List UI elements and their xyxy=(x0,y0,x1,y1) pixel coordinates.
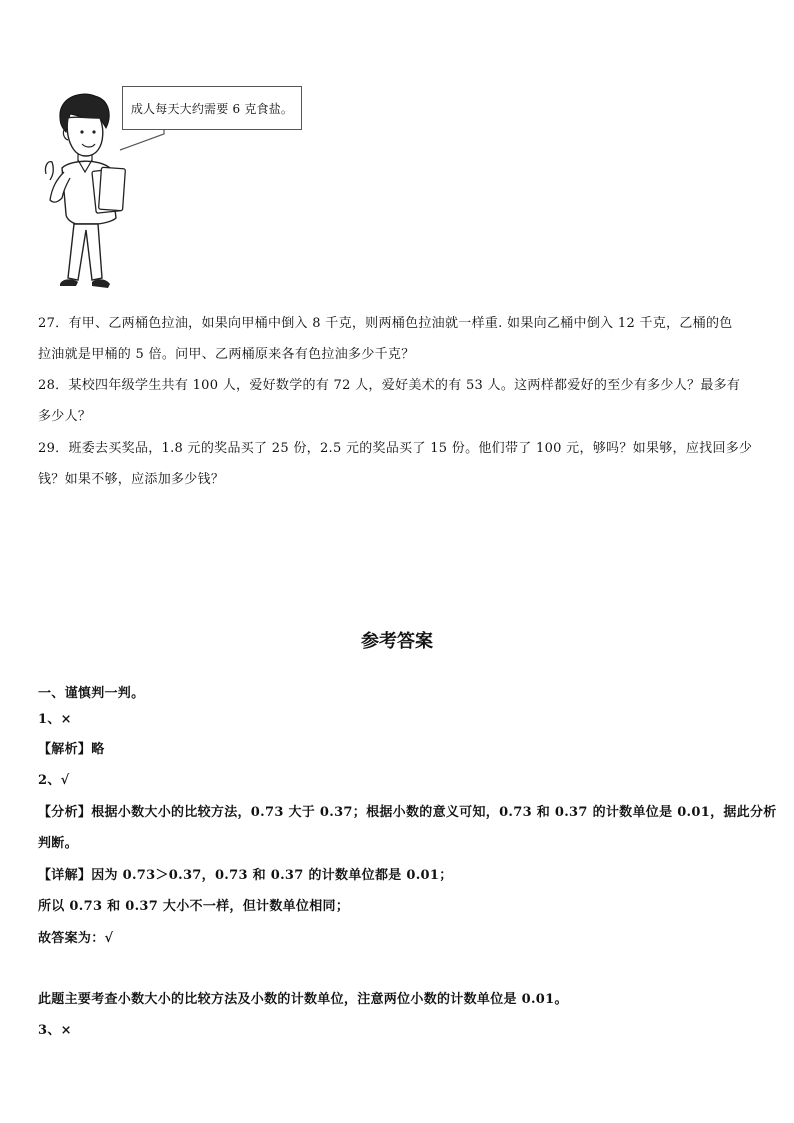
answer-1-analysis: 【解析】略 xyxy=(38,742,105,757)
answer-2-line3: 所以 0.73 和 0.37 大小不一样，但计数单位相同； xyxy=(38,899,350,914)
answer-2-detail: 【详解】因为 0.73＞0.37，0.73 和 0.37 的计数单位都是 0.01； xyxy=(38,868,453,883)
answer-2-fenxi-line2: 判断。 xyxy=(38,836,78,851)
answer-2-line4: 故答案为：√ xyxy=(38,931,114,946)
question-27-line2: 拉油就是甲桶的 5 倍。问甲、乙两桶原来各有色拉油多少千克？ xyxy=(38,347,415,362)
speech-bubble xyxy=(122,86,302,130)
speech-bubble-text: 成人每天大约需要 6 克食盐。 xyxy=(130,102,294,116)
answer-3: 3、× xyxy=(38,1023,72,1038)
question-29-line2: 钱？如果不够，应添加多少钱？ xyxy=(38,472,225,487)
answer-2-fenxi-line1: 【分析】根据小数大小的比较方法，0.73 大于 0.37；根据小数的意义可知，0.73 和 0.37 的计数单位是 0.01，据此分析 xyxy=(38,805,777,820)
question-28-line1: 28．某校四年级学生共有 100 人，爱好数学的有 72 人，爱好美术的有 53 人。这两样都爱好的至少有多少人？最多有 xyxy=(38,378,741,393)
answer-2-note: 此题主要考查小数大小的比较方法及小数的计数单位，注意两位小数的计数单位是 0.01。 xyxy=(38,992,568,1007)
answers-title: 参考答案 xyxy=(361,631,433,652)
answer-1: 1、× xyxy=(38,712,72,727)
question-29-line1: 29．班委去买奖品，1.8 元的奖品买了 25 份，2.5 元的奖品买了 15 份。他们带了 100 元，够吗？如果够，应找回多少 xyxy=(38,441,753,456)
question-28-line2: 多少人？ xyxy=(38,409,92,424)
section-1-heading: 一、谨慎判一判。 xyxy=(38,686,145,701)
question-27-line1: 27．有甲、乙两桶色拉油，如果向甲桶中倒入 8 千克，则两桶色拉油就一样重. 如果向乙桶中倒入 12 千克，乙桶的色 xyxy=(38,316,733,331)
answer-2: 2、√ xyxy=(38,773,70,788)
